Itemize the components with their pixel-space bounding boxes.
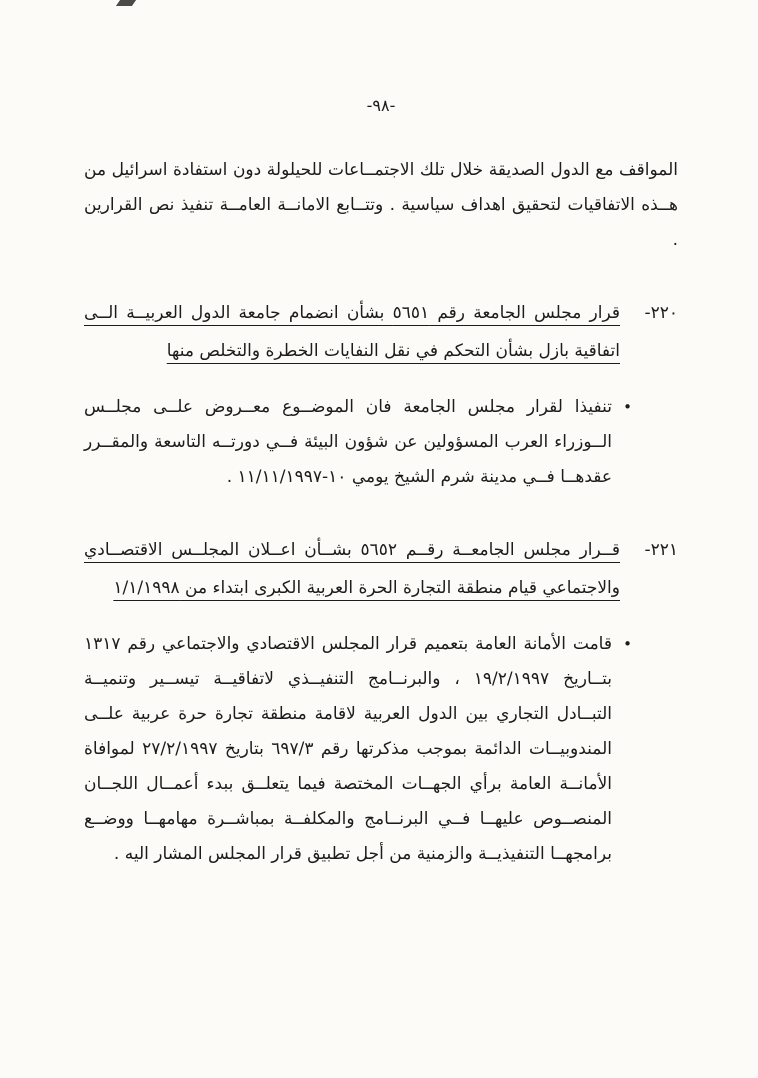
resolution-item-220 — [84, 294, 678, 495]
bullet-icon: • — [623, 398, 632, 416]
bullet-text: تنفيذا لقرار مجلس الجامعة فان الموضــوع معــروض علــى مجلــس الــوزراء العرب المسؤولين عن شؤون البيئة فــي دورتــه التاسعة والمقــرر عقدهــا فــي مدينة شرم الشيخ يومي ١٠-١١/١١/١٩٩٧ . — [84, 397, 612, 487]
resolution-item-221 — [84, 531, 678, 872]
bullet-icon: • — [623, 635, 632, 653]
scan-artifact — [116, 0, 136, 6]
item-body — [84, 531, 632, 872]
bullet-paragraph — [84, 627, 634, 872]
item-number: ٢٢٠- — [644, 303, 678, 323]
item-body — [84, 294, 632, 495]
continuation-paragraph: المواقف مع الدول الصديقة خلال تلك الاجتمــاعات للحيلولة دون استفادة اسرائيل من هــذه الاتفاقيات لتحقيق اهداف سياسية . وتتــابع الامانــة العامــة تنفيذ نص القرارين . — [84, 160, 678, 250]
bullet-paragraph — [84, 390, 634, 495]
resolution-heading: قرار مجلس الجامعة رقم ٥٦٥١ بشأن انضمام جامعة الدول العربيــة الــى اتفاقية بازل بشأن التحكم في نقل النفايات الخطرة والتخلص منها — [84, 303, 620, 361]
item-number: ٢٢١- — [644, 540, 678, 560]
resolution-heading: قــرار مجلس الجامعــة رقــم ٥٦٥٢ بشــأن اعــلان المجلــس الاقتصــادي والاجتماعي قيام منطقة التجارة الحرة العربية الكبرى ابتداء من ١/١/١٩٩٨ — [84, 540, 620, 598]
bullet-text: قامت الأمانة العامة بتعميم قرار المجلس الاقتصادي والاجتماعي رقم ١٣١٧ بتــاريخ ١٩/٢/١٩٩٧ ، والبرنــامج التنفيــذي لاتفاقيــة تيســير وتنميــة التبــادل التجاري بين الدول العربية لاقامة منطقة تجارة حرة عربية علــى المندوبيــات الدائمة بموجب مذكرتها رقم ٦٩٧/٣ بتاريخ ٢٧/٢/١٩٩٧ لموافاة الأمانــة العامة برأي الجهــات المختصة فيما يتعلــق ببدء أعمــال اللجــان المنصــوص عليهــا فــي البرنــامج والمكلفــة بمباشــرة مهامهــا ووضــع برامجهــا التنفيذيــة والزمنية من أجل تطبيق قرار المجلس المشار اليه . — [84, 634, 613, 864]
page-number: -٩٨- — [366, 96, 396, 115]
